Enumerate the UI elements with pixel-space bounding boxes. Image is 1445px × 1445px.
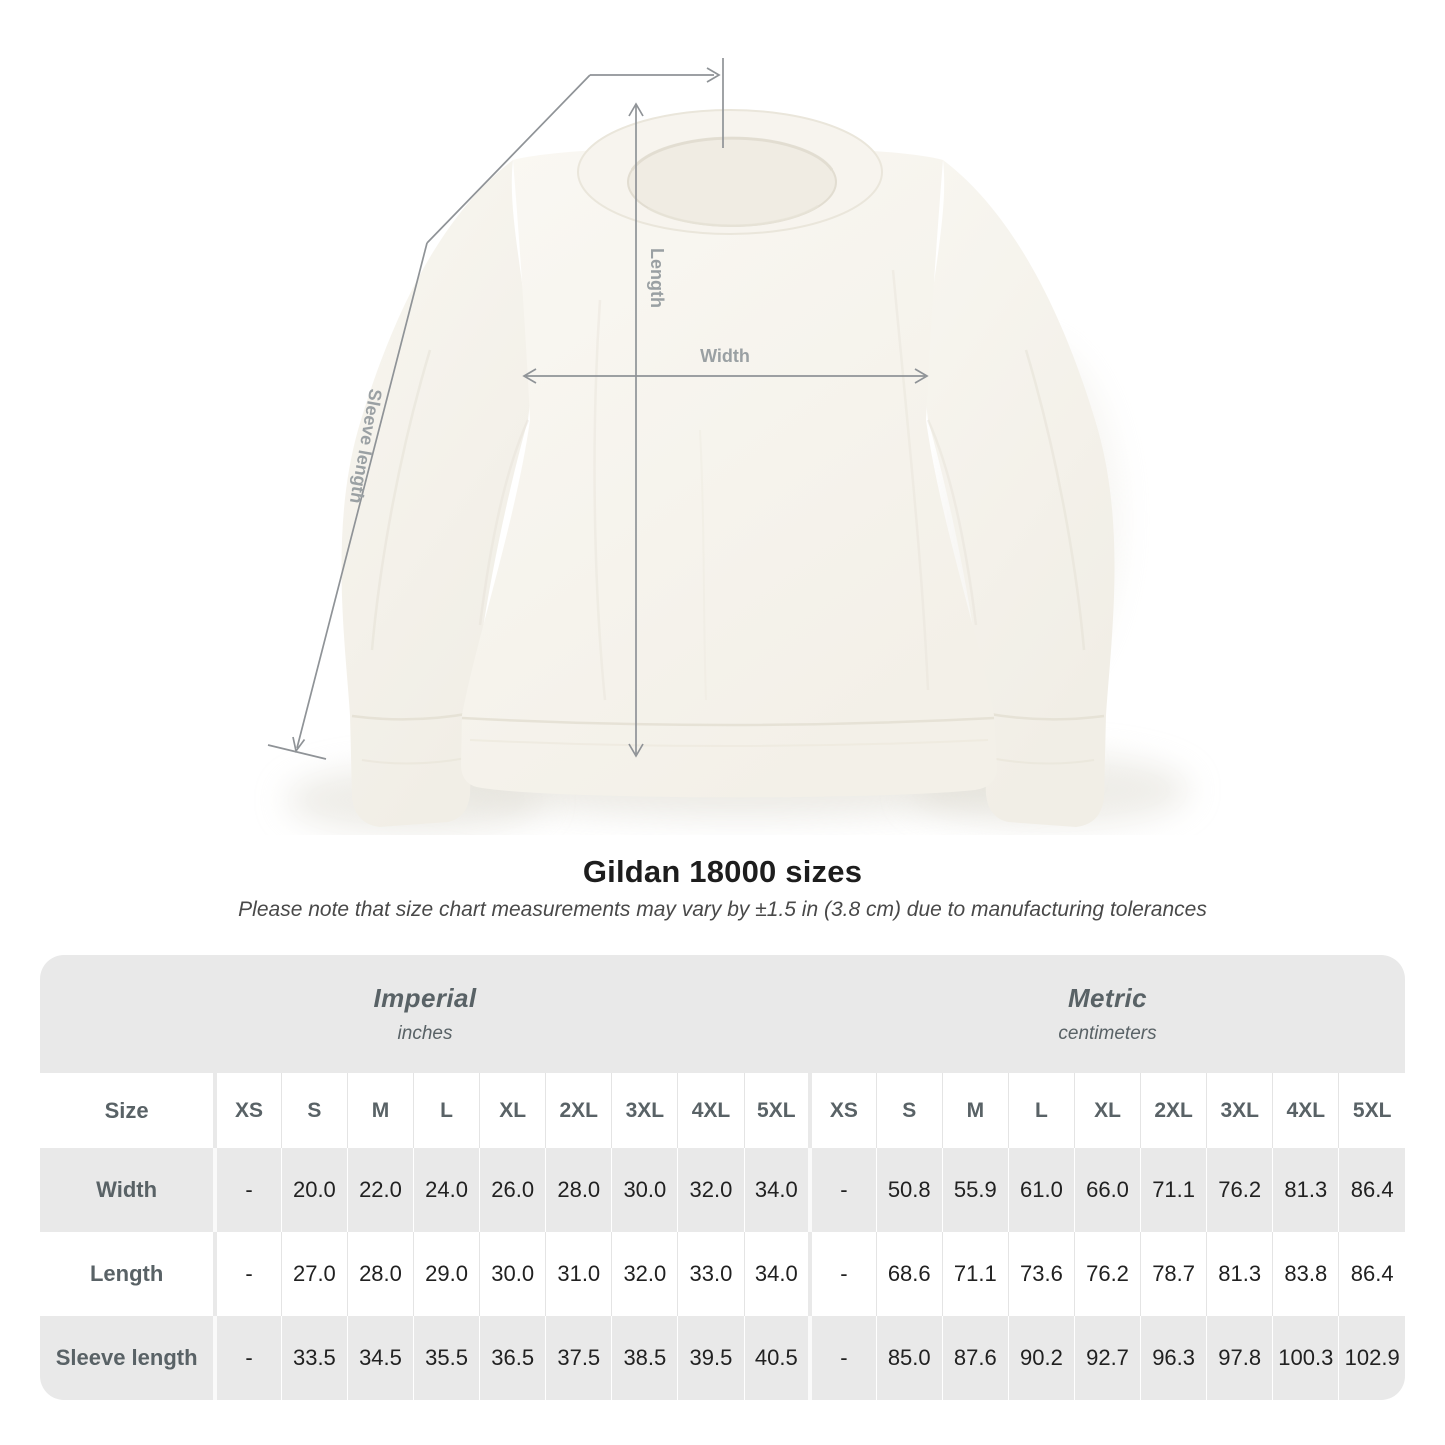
imperial-size-l: L [414, 1073, 480, 1148]
cell-metric: 68.6 [876, 1232, 942, 1316]
imperial-title: Imperial [373, 983, 477, 1013]
imperial-header [40, 955, 810, 1073]
cell-imperial: - [215, 1148, 281, 1232]
unit-header-band [40, 955, 1405, 1073]
cell-imperial: 28.0 [347, 1232, 413, 1316]
page-subtitle: Please note that size chart measurements may vary by ±1.5 in (3.8 cm) due to manufacturing tolerances [238, 898, 1207, 921]
cell-imperial: 39.5 [678, 1316, 744, 1400]
row-label: Width [96, 1177, 158, 1202]
table-row-sleeve-length [40, 1316, 1405, 1400]
sleeve-length-label: Sleeve length [345, 387, 386, 506]
cell-imperial: 30.0 [480, 1232, 546, 1316]
cell-imperial: 40.5 [744, 1316, 810, 1400]
cell-metric: 86.4 [1339, 1232, 1405, 1316]
cell-imperial: 37.5 [546, 1316, 612, 1400]
metric-size-3xl: 3XL [1207, 1073, 1273, 1148]
metric-size-s: S [876, 1073, 942, 1148]
cell-imperial: 24.0 [414, 1148, 480, 1232]
table-row-length [40, 1232, 1405, 1316]
metric-size-4xl: 4XL [1273, 1073, 1339, 1148]
imperial-subtitle: inches [397, 1023, 453, 1044]
cell-imperial: 31.0 [546, 1232, 612, 1316]
cell-imperial: 32.0 [678, 1148, 744, 1232]
cell-metric: 97.8 [1207, 1316, 1273, 1400]
torso [461, 147, 997, 798]
cell-metric: - [810, 1232, 876, 1316]
cell-imperial: 33.5 [281, 1316, 347, 1400]
cell-metric: 55.9 [942, 1148, 1008, 1232]
cell-metric: 100.3 [1273, 1316, 1339, 1400]
cell-imperial: 34.5 [347, 1316, 413, 1400]
cell-metric: 96.3 [1141, 1316, 1207, 1400]
cell-imperial: 33.0 [678, 1232, 744, 1316]
size-header-label: Size [104, 1097, 149, 1123]
metric-size-xl: XL [1074, 1073, 1140, 1148]
cell-metric: 92.7 [1074, 1316, 1140, 1400]
imperial-size-3xl: 3XL [612, 1073, 678, 1148]
imperial-size-2xl: 2XL [546, 1073, 612, 1148]
cell-imperial: - [215, 1316, 281, 1400]
cell-metric: 78.7 [1141, 1232, 1207, 1316]
cell-imperial: - [215, 1232, 281, 1316]
cell-imperial: 34.0 [744, 1148, 810, 1232]
metric-size-l: L [1008, 1073, 1074, 1148]
row-label: Sleeve length [55, 1345, 198, 1370]
size-table-grid [40, 1073, 1405, 1400]
row-label: Length [89, 1261, 164, 1286]
cell-metric: 50.8 [876, 1148, 942, 1232]
imperial-size-5xl: 5XL [744, 1073, 810, 1148]
cell-imperial: 38.5 [612, 1316, 678, 1400]
cell-metric: 76.2 [1207, 1148, 1273, 1232]
size-header-row [40, 1073, 1405, 1148]
cell-metric: 83.8 [1273, 1232, 1339, 1316]
cell-metric: - [810, 1316, 876, 1400]
metric-size-2xl: 2XL [1141, 1073, 1207, 1148]
size-table [40, 955, 1405, 1400]
cell-metric: 87.6 [942, 1316, 1008, 1400]
cell-imperial: 36.5 [480, 1316, 546, 1400]
cell-imperial: 29.0 [414, 1232, 480, 1316]
imperial-size-s: S [281, 1073, 347, 1148]
cell-metric: 71.1 [1141, 1148, 1207, 1232]
page-title: Gildan 18000 sizes [582, 854, 863, 889]
collar [578, 110, 882, 234]
cell-imperial: 30.0 [612, 1148, 678, 1232]
table-row-width [40, 1148, 1405, 1232]
cell-imperial: 27.0 [281, 1232, 347, 1316]
cell-imperial: 26.0 [480, 1148, 546, 1232]
cell-imperial: 35.5 [414, 1316, 480, 1400]
imperial-size-m: M [347, 1073, 413, 1148]
cell-metric: - [810, 1148, 876, 1232]
cell-metric: 81.3 [1273, 1148, 1339, 1232]
cell-metric: 81.3 [1207, 1232, 1273, 1316]
cell-metric: 76.2 [1074, 1232, 1140, 1316]
metric-size-xs: XS [810, 1073, 876, 1148]
cell-imperial: 32.0 [612, 1232, 678, 1316]
cell-imperial: 20.0 [281, 1148, 347, 1232]
imperial-size-4xl: 4XL [678, 1073, 744, 1148]
cell-metric: 61.0 [1008, 1148, 1074, 1232]
cell-metric: 86.4 [1339, 1148, 1405, 1232]
cell-metric: 66.0 [1074, 1148, 1140, 1232]
cell-imperial: 34.0 [744, 1232, 810, 1316]
cell-metric: 90.2 [1008, 1316, 1074, 1400]
imperial-size-xl: XL [480, 1073, 546, 1148]
metric-size-m: M [942, 1073, 1008, 1148]
cell-imperial: 22.0 [347, 1148, 413, 1232]
length-label: Length [647, 248, 667, 308]
cell-metric: 85.0 [876, 1316, 942, 1400]
cell-metric: 102.9 [1339, 1316, 1405, 1400]
imperial-size-xs: XS [215, 1073, 281, 1148]
cell-imperial: 28.0 [546, 1148, 612, 1232]
metric-size-5xl: 5XL [1339, 1073, 1405, 1148]
metric-subtitle: centimeters [1058, 1023, 1157, 1044]
cell-metric: 73.6 [1008, 1232, 1074, 1316]
width-label: Width [700, 346, 750, 366]
metric-header [810, 955, 1405, 1073]
metric-title: Metric [1068, 983, 1147, 1013]
cell-metric: 71.1 [942, 1232, 1008, 1316]
